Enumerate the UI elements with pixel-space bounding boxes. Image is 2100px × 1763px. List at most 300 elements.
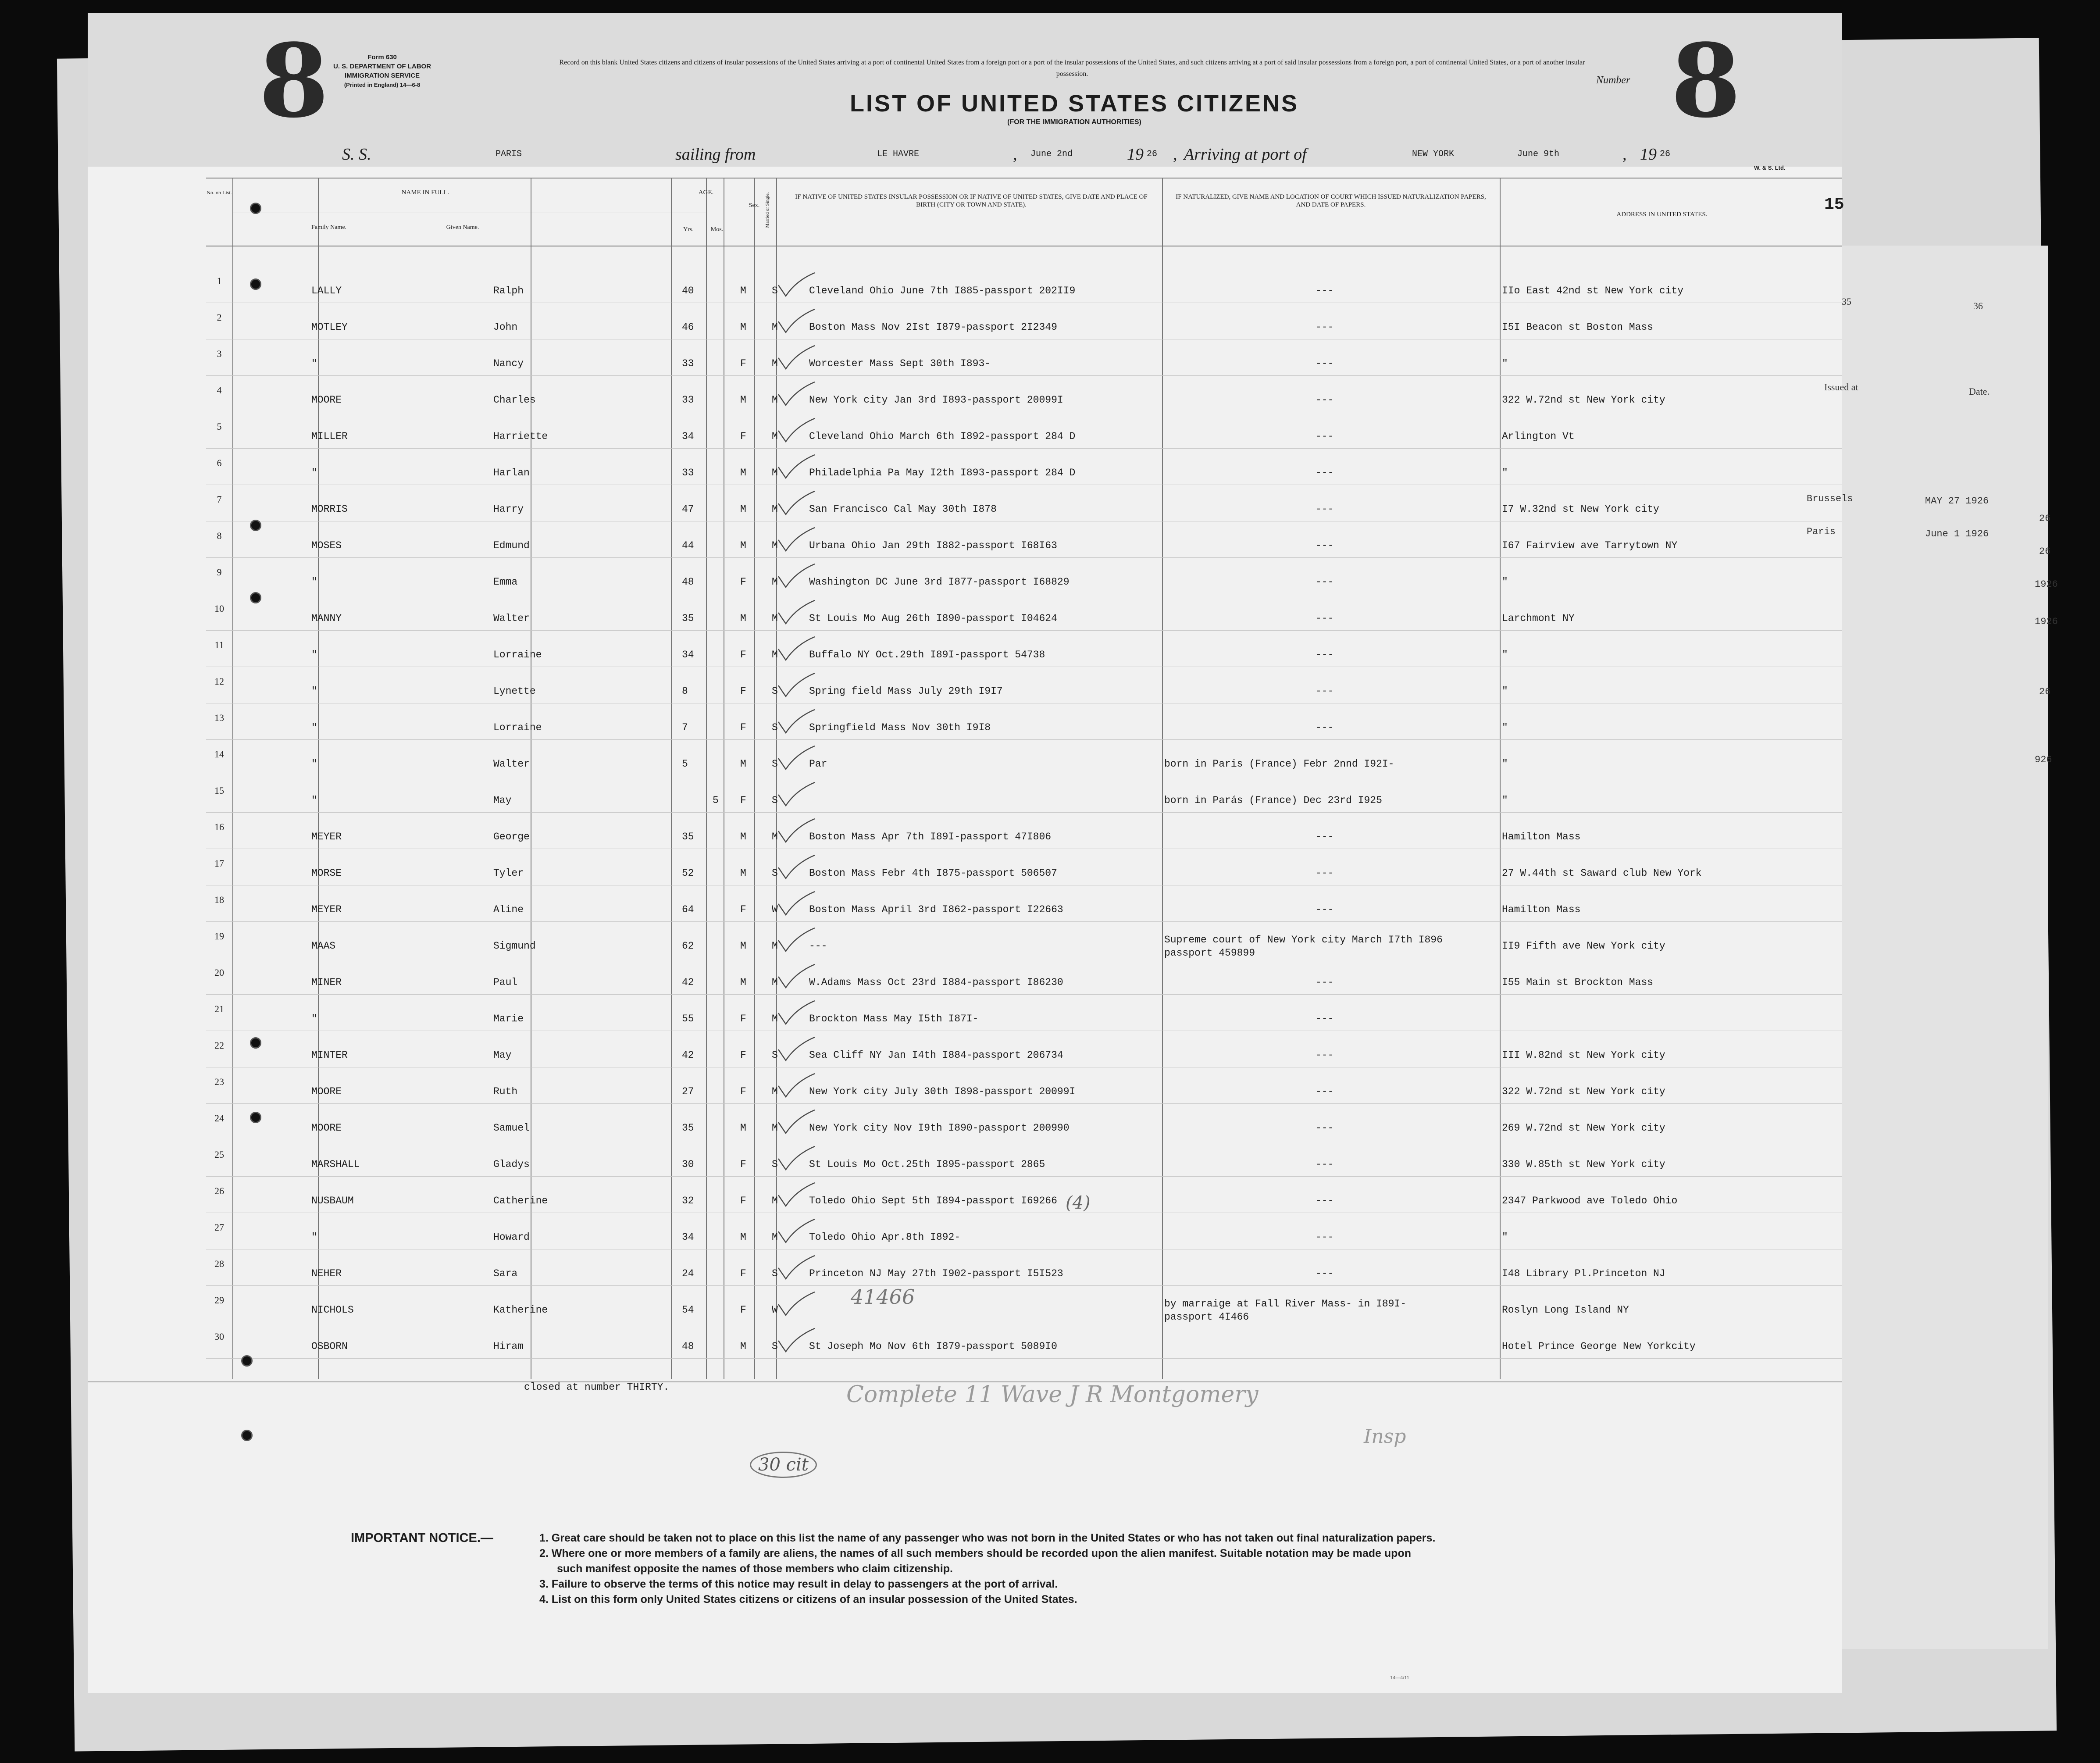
family-name: ": [311, 649, 317, 660]
birth-info: Boston Mass Nov 2Ist I879-passport 2I2349: [809, 321, 1057, 333]
address: ": [1502, 1231, 1508, 1243]
edge-mark: 26: [2039, 686, 2051, 697]
given-name: George: [493, 831, 530, 842]
address: 330 W.85th st New York city: [1502, 1159, 1665, 1170]
marital-status: M: [772, 940, 778, 952]
list-number: 8: [217, 530, 222, 541]
sex: M: [740, 1122, 746, 1134]
form-number-large-left: 8: [259, 22, 329, 140]
marital-status: M: [772, 576, 778, 588]
address: 2347 Parkwood ave Toledo Ohio: [1502, 1195, 1678, 1206]
notice-item-4: 4. List on this form only United States citizens or citizens of an insular possession of the United States.: [539, 1593, 1077, 1606]
row-divider: [206, 1176, 1842, 1177]
header-naturalized: IF NATURALIZED, GIVE NAME AND LOCATION OF COURT WHICH ISSUED NATURALIZATION PAPERS, AND DATE OF PAPERS.: [1176, 193, 1486, 208]
given-name: Paul: [493, 977, 518, 988]
list-number: 3: [217, 348, 222, 359]
sex: F: [740, 576, 746, 588]
ss-label: S. S.: [342, 145, 371, 164]
row-divider: [206, 812, 1842, 813]
family-name: MOORE: [311, 394, 342, 406]
printer-mark: W. & S. Ltd.: [1754, 164, 1786, 171]
age-years: 32: [682, 1195, 694, 1206]
given-name: John: [493, 321, 518, 333]
important-notice: [351, 1531, 1886, 1607]
birth-info: Par: [809, 758, 827, 770]
sex: F: [740, 649, 746, 660]
header-family-name: Family Name.: [311, 224, 347, 231]
family-name: NICHOLS: [311, 1304, 354, 1316]
check-mark-icon: [776, 854, 816, 881]
list-number: 18: [214, 894, 224, 905]
given-name: Sigmund: [493, 940, 536, 952]
family-name: OSBORN: [311, 1341, 348, 1352]
handwritten-mark: (4): [1066, 1193, 1091, 1213]
address: Roslyn Long Island NY: [1502, 1304, 1629, 1316]
sex: M: [740, 867, 746, 879]
address: ": [1502, 722, 1508, 733]
naturalization-info: ---: [1316, 1195, 1334, 1206]
marital-status: M: [772, 431, 778, 442]
age-years: 34: [682, 649, 694, 660]
departure-date: June 2nd: [1030, 149, 1073, 159]
row-divider: [206, 994, 1842, 995]
departure-year: 26: [1147, 149, 1158, 159]
check-mark-icon: [776, 636, 816, 662]
adjacent-date-2: June 1 1926: [1925, 528, 1989, 539]
marital-status: S: [772, 285, 778, 296]
closed-note: closed at number THIRTY.: [524, 1381, 670, 1393]
naturalization-info: ---: [1316, 321, 1334, 333]
marital-status: M: [772, 613, 778, 624]
family-name: MORSE: [311, 867, 342, 879]
family-name: MINER: [311, 977, 342, 988]
given-name: Howard: [493, 1231, 530, 1243]
birth-info: Toledo Ohio Apr.8th I892-: [809, 1231, 961, 1243]
address: ": [1502, 758, 1508, 770]
address: III W.82nd st New York city: [1502, 1049, 1665, 1061]
list-number: 4: [217, 385, 222, 396]
form-subtitle: (FOR THE IMMIGRATION AUTHORITIES): [1007, 118, 1141, 126]
family-name: ": [311, 722, 317, 733]
list-number: 14: [214, 749, 224, 760]
edge-mark: 26: [2039, 546, 2051, 557]
list-number: 28: [214, 1258, 224, 1269]
sex: M: [740, 758, 746, 770]
header-sex: Sex.: [749, 202, 760, 209]
sex: M: [740, 1341, 746, 1352]
list-number: 10: [214, 603, 224, 614]
marital-status: S: [772, 1341, 778, 1352]
punch-hole: [241, 1430, 253, 1441]
row-divider: [206, 557, 1842, 558]
check-mark-icon: [776, 1000, 816, 1026]
edge-mark: 1926: [2035, 616, 2058, 627]
departure-port: LE HAVRE: [877, 149, 920, 159]
list-number: 27: [214, 1222, 224, 1233]
sex: F: [740, 358, 746, 369]
birth-info: Spring field Mass July 29th I9I7: [809, 685, 1003, 697]
list-number: 1: [217, 275, 222, 286]
sex: M: [740, 1231, 746, 1243]
given-name: Catherine: [493, 1195, 548, 1206]
list-number: 23: [214, 1076, 224, 1087]
address: I48 Library Pl.Princeton NJ: [1502, 1268, 1665, 1279]
family-name: LALLY: [311, 285, 342, 296]
notice-item-2: 2. Where one or more members of a family are aliens, the names of all such members should be recorded upon the alien manifest. Suitable notation may be made upon: [539, 1547, 1411, 1560]
given-name: Lynette: [493, 685, 536, 697]
list-number: 15: [214, 785, 224, 796]
address: IIo East 42nd st New York city: [1502, 285, 1684, 296]
marital-status: M: [772, 977, 778, 988]
family-name: ": [311, 467, 317, 478]
given-name: Emma: [493, 576, 518, 588]
sex: M: [740, 940, 746, 952]
row-divider: [206, 739, 1842, 740]
age-years: 52: [682, 867, 694, 879]
list-number: 26: [214, 1185, 224, 1196]
sex: F: [740, 1049, 746, 1061]
naturalization-info: ---: [1316, 540, 1334, 551]
age-years: 42: [682, 1049, 694, 1061]
birth-info: New York city Jan 3rd I893-passport 20099I: [809, 394, 1063, 406]
family-name: ": [311, 685, 317, 697]
address: II9 Fifth ave New York city: [1502, 940, 1665, 952]
family-name: MOORE: [311, 1086, 342, 1097]
age-years: 64: [682, 904, 694, 915]
marital-status: M: [772, 467, 778, 478]
sex: M: [740, 540, 746, 551]
age-years: 5: [682, 758, 688, 770]
naturalization-info-line2: passport 4I466: [1164, 1311, 1249, 1323]
given-name: Harry: [493, 503, 524, 515]
age-years: 62: [682, 940, 694, 952]
sex: F: [740, 1268, 746, 1279]
edge-mark: 1926: [2035, 579, 2058, 590]
birth-info: Buffalo NY Oct.29th I89I-passport 54738: [809, 649, 1045, 660]
address: I5I Beacon st Boston Mass: [1502, 321, 1654, 333]
check-mark-icon: [776, 345, 816, 371]
punch-hole: [241, 1355, 253, 1367]
birth-info: San Francisco Cal May 30th I878: [809, 503, 997, 515]
sex: F: [740, 1195, 746, 1206]
age-years: 48: [682, 576, 694, 588]
given-name: Lorraine: [493, 722, 542, 733]
sex: F: [740, 1086, 746, 1097]
footer-code: 14—4/11: [1390, 1675, 1409, 1681]
naturalization-info: ---: [1316, 576, 1334, 588]
check-mark-icon: [776, 1036, 816, 1063]
check-mark-icon: [776, 272, 816, 298]
list-number: 17: [214, 858, 224, 869]
check-mark-icon: [776, 891, 816, 917]
row-divider: [206, 448, 1842, 449]
birth-info: Sea Cliff NY Jan I4th I884-passport 206734: [809, 1049, 1063, 1061]
form-number-large-right: 8: [1671, 22, 1741, 140]
address: 322 W.72nd st New York city: [1502, 1086, 1665, 1097]
given-name: May: [493, 795, 512, 806]
marital-status: S: [772, 1268, 778, 1279]
given-name: Marie: [493, 1013, 524, 1024]
given-name: Sara: [493, 1268, 518, 1279]
given-name: Lorraine: [493, 649, 542, 660]
naturalization-info: ---: [1316, 358, 1334, 369]
check-mark-icon: [776, 1109, 816, 1135]
address: ": [1502, 358, 1508, 369]
sex: F: [740, 431, 746, 442]
sex: F: [740, 904, 746, 915]
check-mark-icon: [776, 418, 816, 444]
marital-status: W: [772, 1304, 778, 1316]
adjacent-date-header: Date.: [1969, 386, 1990, 397]
address: I55 Main st Brockton Mass: [1502, 977, 1654, 988]
age-years: 34: [682, 431, 694, 442]
marital-status: S: [772, 795, 778, 806]
marital-status: M: [772, 503, 778, 515]
form-title: LIST OF UNITED STATES CITIZENS: [850, 90, 1299, 117]
address: 322 W.72nd st New York city: [1502, 394, 1665, 406]
naturalization-info: ---: [1316, 467, 1334, 478]
birth-info: Urbana Ohio Jan 29th I882-passport I68I63: [809, 540, 1057, 551]
sex: F: [740, 795, 746, 806]
birth-info: Toledo Ohio Sept 5th I894-passport I69266: [809, 1195, 1057, 1206]
given-name: Gladys: [493, 1159, 530, 1170]
age-years: 8: [682, 685, 688, 697]
naturalization-info: born in Parás (France) Dec 23rd I925: [1164, 795, 1382, 806]
age-years: 33: [682, 467, 694, 478]
naturalization-info: ---: [1316, 685, 1334, 697]
marital-status: S: [772, 867, 778, 879]
marital-status: S: [772, 1049, 778, 1061]
age-years: 30: [682, 1159, 694, 1170]
naturalization-info: ---: [1316, 1013, 1334, 1024]
header-address: ADDRESS IN UNITED STATES.: [1616, 211, 1708, 218]
punch-hole: [250, 520, 261, 531]
header-name-in-full: NAME IN FULL.: [401, 189, 449, 196]
row-divider: [206, 1285, 1842, 1286]
marital-status: M: [772, 1013, 778, 1024]
birth-info: W.Adams Mass Oct 23rd I884-passport I86230: [809, 977, 1063, 988]
birth-info: ---: [809, 940, 827, 952]
family-name: MOORE: [311, 1122, 342, 1134]
age-years: 7: [682, 722, 688, 733]
given-name: Ruth: [493, 1086, 518, 1097]
age-years: 35: [682, 831, 694, 842]
marital-status: S: [772, 722, 778, 733]
family-name: MAAS: [311, 940, 336, 952]
given-name: Walter: [493, 613, 530, 624]
marital-status: M: [772, 1122, 778, 1134]
birth-info: Brockton Mass May I5th I87I-: [809, 1013, 979, 1024]
naturalization-info: ---: [1316, 722, 1334, 733]
list-number: 20: [214, 967, 224, 978]
sex: M: [740, 977, 746, 988]
row-divider: [206, 1103, 1842, 1104]
check-mark-icon: [776, 1073, 816, 1099]
naturalization-info: ---: [1316, 1268, 1334, 1279]
birth-info: Cleveland Ohio March 6th I892-passport 284 D: [809, 431, 1076, 442]
sex: F: [740, 722, 746, 733]
address: ": [1502, 685, 1508, 697]
naturalization-info: ---: [1316, 1159, 1334, 1170]
sex: M: [740, 285, 746, 296]
given-name: Edmund: [493, 540, 530, 551]
naturalization-info: ---: [1316, 831, 1334, 842]
row-divider: [206, 630, 1842, 631]
arrival-port: NEW YORK: [1412, 149, 1455, 159]
header-birth: IF NATIVE OF UNITED STATES INSULAR POSSESSION OR IF NATIVE OF UNITED STATES, GIVE DATE AND PLACE OF BIRTH (CITY OR TOWN AND STATE).: [795, 193, 1148, 208]
punch-hole: [250, 203, 261, 214]
arrival-date: June 9th: [1517, 149, 1560, 159]
address: 27 W.44th st Saward club New York: [1502, 867, 1702, 879]
list-number: 29: [214, 1295, 224, 1306]
notice-item-1: 1. Great care should be taken not to place on this list the name of any passenger who was not born in the United States or who has not taken out final naturalization papers.: [539, 1532, 1436, 1544]
marital-status: M: [772, 1086, 778, 1097]
header-given-name: Given Name.: [446, 224, 479, 231]
check-mark-icon: [776, 308, 816, 335]
birth-info: Philadelphia Pa May I2th I893-passport 284 D: [809, 467, 1076, 478]
notice-item-2-cont: such manifest opposite the names of those members who claim citizenship.: [557, 1563, 953, 1575]
age-years: 40: [682, 285, 694, 296]
given-name: Hiram: [493, 1341, 524, 1352]
naturalization-info: ---: [1316, 867, 1334, 879]
printed-note: (Printed in England) 14—6-8: [344, 82, 421, 88]
birth-info: Worcester Mass Sept 30th I893-: [809, 358, 991, 369]
marital-status: M: [772, 1195, 778, 1206]
adjacent-col-36: 36: [1973, 300, 1983, 311]
family-name: ": [311, 576, 317, 588]
family-name: ": [311, 1013, 317, 1024]
age-months: 5: [713, 795, 719, 806]
marital-status: W: [772, 904, 778, 915]
address: Larchmont NY: [1502, 613, 1575, 624]
age-years: 44: [682, 540, 694, 551]
adjacent-col-35: 35: [1842, 296, 1851, 307]
family-name: MILLER: [311, 431, 348, 442]
header-years: Yrs.: [683, 226, 694, 233]
sex: F: [740, 1013, 746, 1024]
notice-item-3: 3. Failure to observe the terms of this notice may result in delay to passengers at the port of arrival.: [539, 1578, 1058, 1590]
list-number: 12: [214, 676, 224, 687]
naturalization-info: Supreme court of New York city March I7th I896: [1164, 934, 1443, 946]
list-number: 22: [214, 1040, 224, 1051]
marital-status: M: [772, 649, 778, 660]
family-name: MORRIS: [311, 503, 348, 515]
address: 269 W.72nd st New York city: [1502, 1122, 1665, 1134]
family-name: MOTLEY: [311, 321, 348, 333]
age-years: 54: [682, 1304, 694, 1316]
passenger-tally: 30 cit: [750, 1452, 817, 1478]
list-number: 6: [217, 457, 222, 468]
naturalization-info: born in Paris (France) Febr 2nnd I92I-: [1164, 758, 1394, 770]
birth-info: New York city July 30th I898-passport 20099I: [809, 1086, 1076, 1097]
naturalization-info: ---: [1316, 1049, 1334, 1061]
sex: M: [740, 831, 746, 842]
check-mark-icon: [776, 490, 816, 517]
sex: M: [740, 321, 746, 333]
naturalization-info: ---: [1316, 431, 1334, 442]
punch-hole: [250, 592, 261, 603]
age-years: 42: [682, 977, 694, 988]
given-name: Harlan: [493, 467, 530, 478]
check-mark-icon: [776, 964, 816, 990]
age-years: 33: [682, 394, 694, 406]
page-number: 15: [1824, 195, 1844, 214]
header-married-single: Married or Single.: [765, 192, 770, 228]
list-number: 2: [217, 312, 222, 323]
naturalization-info: ---: [1316, 977, 1334, 988]
naturalization-info: ---: [1316, 904, 1334, 915]
list-number: 21: [214, 1003, 224, 1014]
given-name: Harriette: [493, 431, 548, 442]
naturalization-info: ---: [1316, 1231, 1334, 1243]
given-name: May: [493, 1049, 512, 1061]
list-number: 7: [217, 494, 222, 505]
birth-info: Springfield Mass Nov 30th I9I8: [809, 722, 991, 733]
marital-status: M: [772, 321, 778, 333]
sex: F: [740, 1304, 746, 1316]
birth-info: St Louis Mo Oct.25th I895-passport 2865: [809, 1159, 1045, 1170]
list-number: 24: [214, 1113, 224, 1124]
check-mark-icon: [776, 709, 816, 735]
given-name: Samuel: [493, 1122, 530, 1134]
birth-info: Boston Mass Febr 4th I875-passport 506507: [809, 867, 1057, 879]
check-mark-icon: [776, 1146, 816, 1172]
list-number: 25: [214, 1149, 224, 1160]
check-mark-icon: [776, 745, 816, 771]
sailing-label: sailing from: [675, 145, 756, 164]
birth-info: Washington DC June 3rd I877-passport I68829: [809, 576, 1070, 588]
sex: F: [740, 685, 746, 697]
given-name: Charles: [493, 394, 536, 406]
inspector-initials: Insp: [1364, 1425, 1406, 1448]
adjacent-date-1: MAY 27 1926: [1925, 496, 1989, 507]
check-mark-icon: [776, 527, 816, 553]
birth-info: St Louis Mo Aug 26th I890-passport I04624: [809, 613, 1057, 624]
check-mark-icon: [776, 818, 816, 844]
adjacent-entry-paris: Paris: [1807, 526, 1836, 537]
header-age: AGE.: [698, 189, 714, 196]
header-months: Mos.: [710, 226, 724, 233]
address: ": [1502, 649, 1508, 660]
row-divider: [206, 1358, 1842, 1359]
birth-info: Princeton NJ May 27th I902-passport I5I523: [809, 1268, 1063, 1279]
marital-status: S: [772, 758, 778, 770]
departure-year-prefix: 19: [1127, 145, 1144, 164]
adjacent-issued-at: Issued at: [1824, 382, 1858, 393]
check-mark-icon: [776, 1255, 816, 1281]
form-number: Form 630: [367, 54, 397, 61]
age-years: 24: [682, 1268, 694, 1279]
given-name: Nancy: [493, 358, 524, 369]
family-name: MARSHALL: [311, 1159, 360, 1170]
form-intro: Record on this blank United States citizens and citizens of insular possessions of the United States arriving at a port of continental United States from a foreign port or a port of the insular possessions of the United States, and such citizens arriving at a port of said insular possessions from a foreign port, a port of continental United States, or a port of another insular possession.: [559, 59, 1585, 78]
marital-status: M: [772, 358, 778, 369]
arrival-year: 26: [1660, 149, 1671, 159]
age-years: 33: [682, 358, 694, 369]
given-name: Katherine: [493, 1304, 548, 1316]
list-number: 16: [214, 821, 224, 832]
age-years: 46: [682, 321, 694, 333]
marital-status: S: [772, 685, 778, 697]
marital-status: M: [772, 394, 778, 406]
age-years: 35: [682, 613, 694, 624]
age-years: 47: [682, 503, 694, 515]
ship-name: PARIS: [496, 149, 522, 159]
list-number: 11: [214, 639, 224, 650]
naturalization-info: ---: [1316, 503, 1334, 515]
birth-info: St Joseph Mo Nov 6th I879-passport 5089I0: [809, 1341, 1057, 1352]
address: ": [1502, 467, 1508, 478]
